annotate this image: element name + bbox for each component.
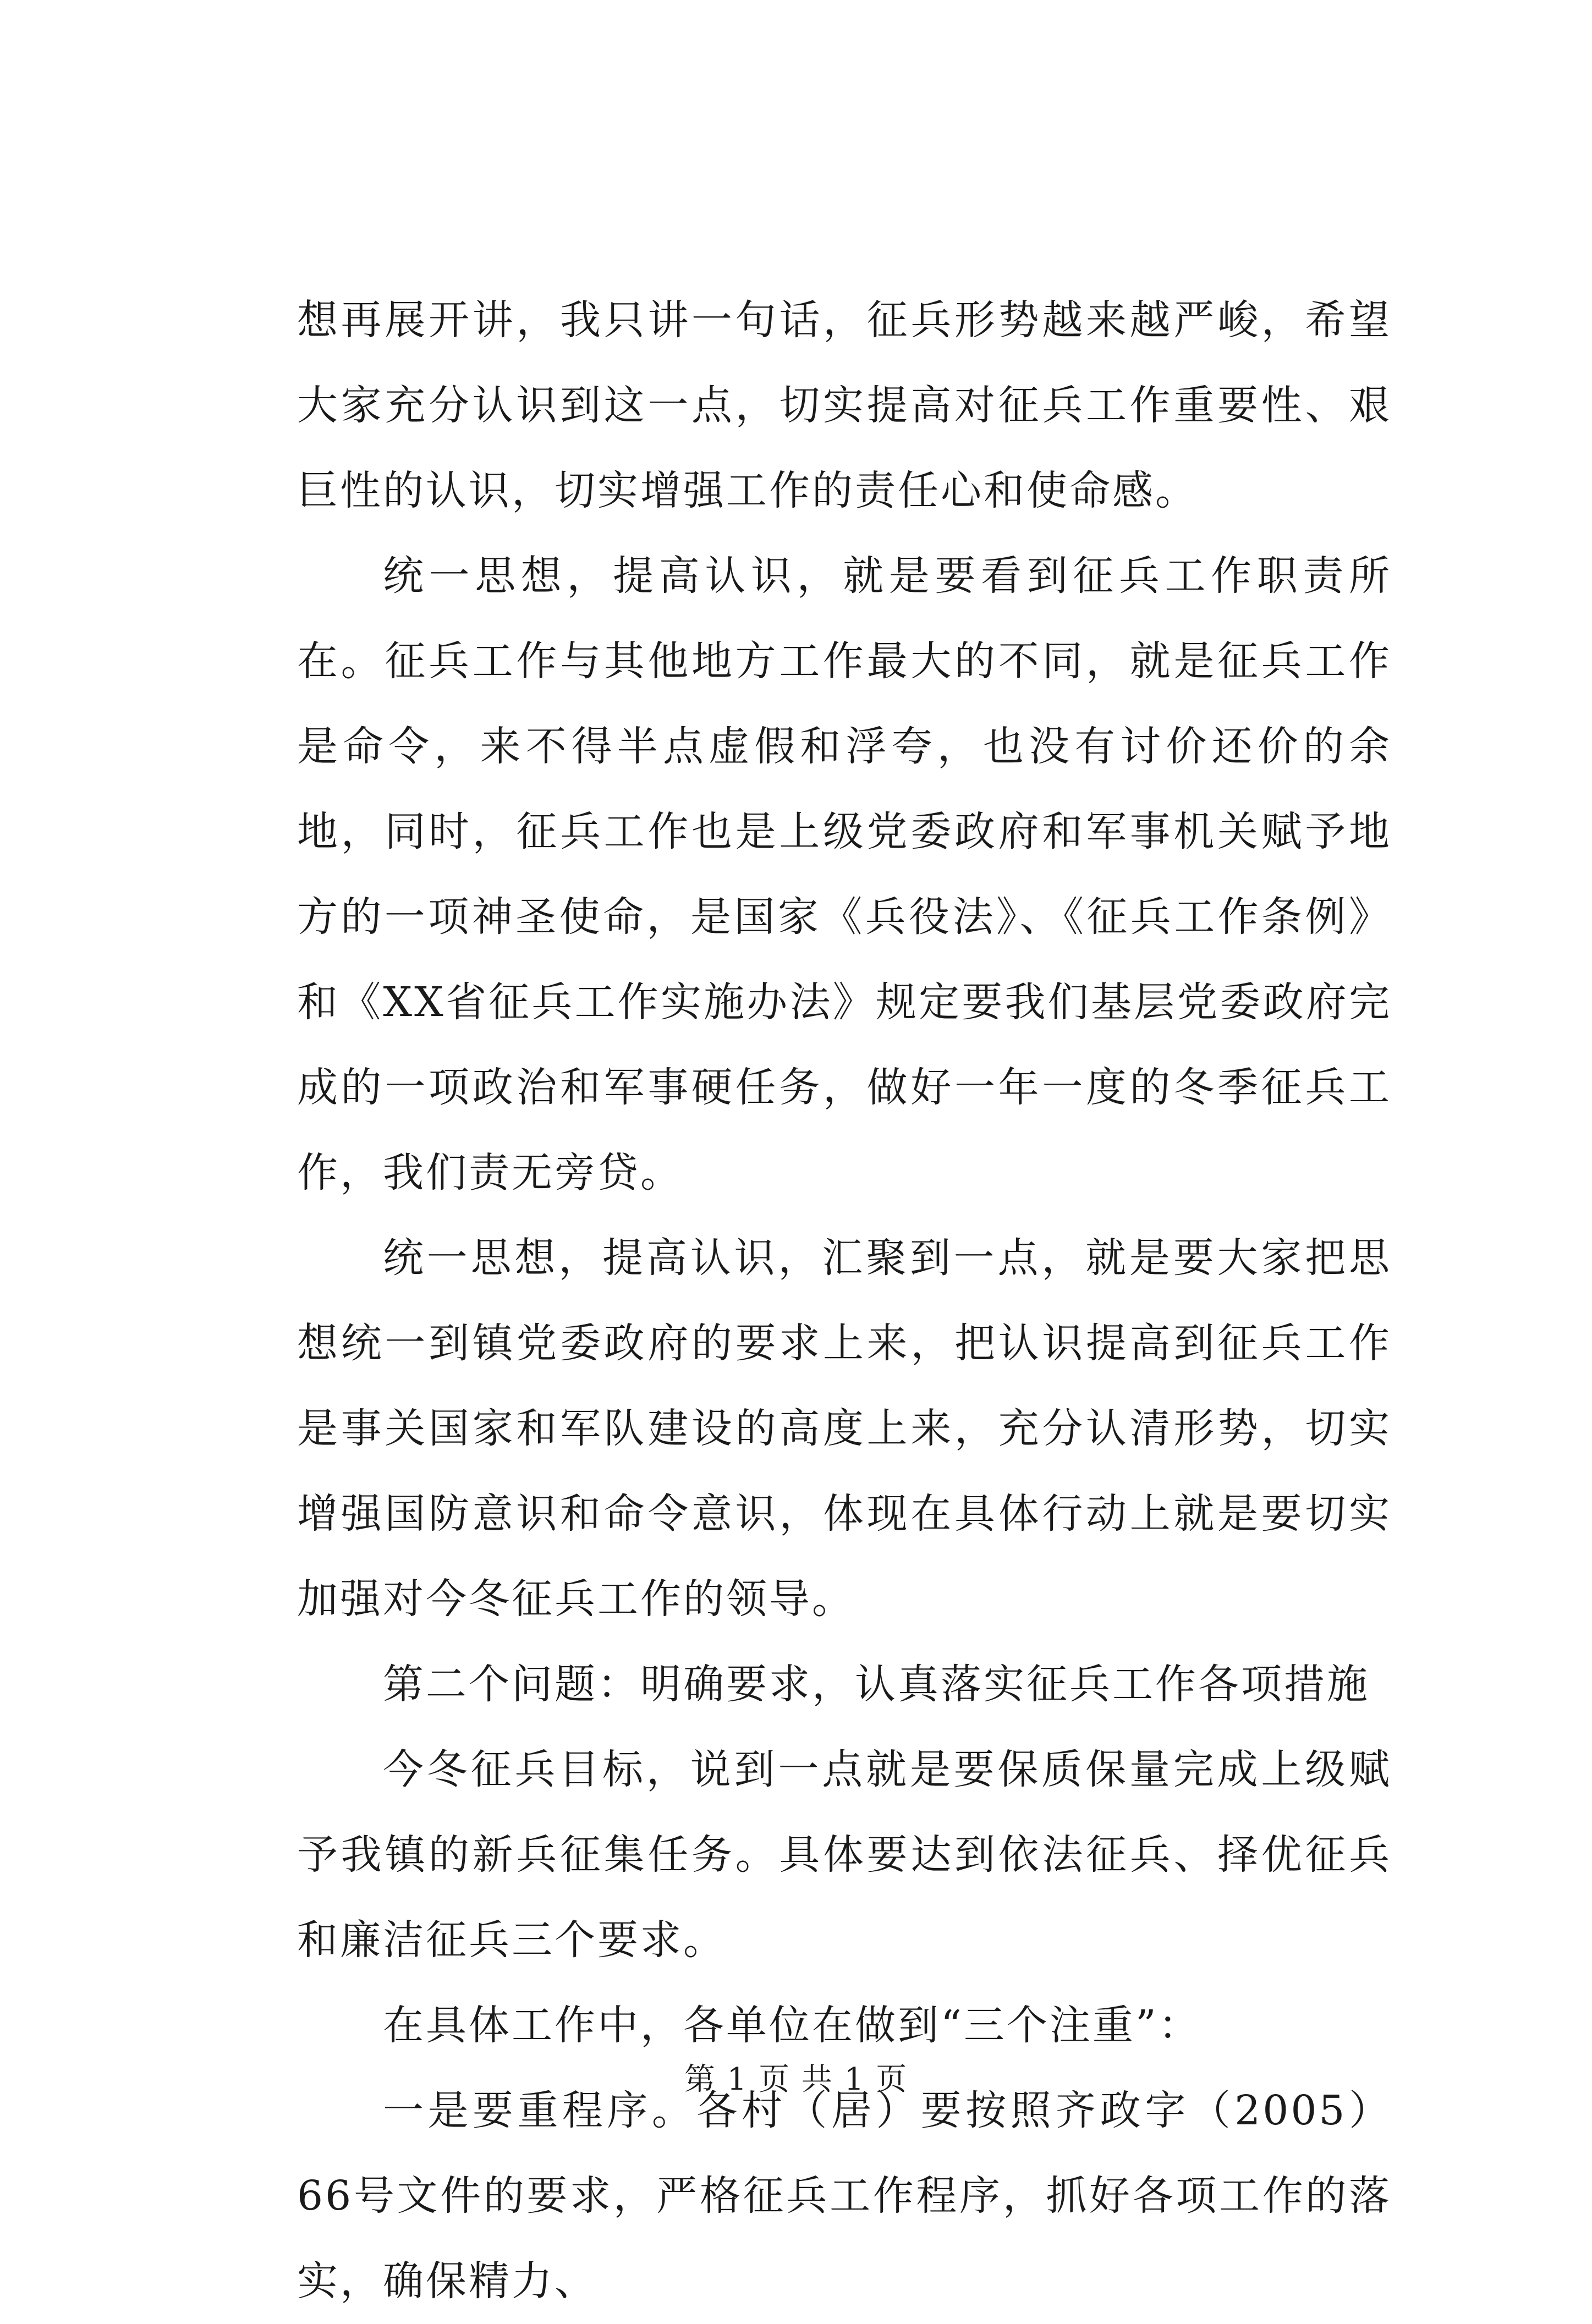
paragraph-3: 统一思想，提高认识，汇聚到一点，就是要大家把思想统一到镇党委政府的要求上来，把认识提高到征兵工作是事关国家和军队建设的高度上来，充分认清形势，切实增强国防意识和命令意识，体现在具体行动上就是要切实加强对今冬征兵工作的领导。: [297, 1234, 1392, 1623]
paragraph-6: 一是要重程序。各村（居）要按照齐政字（2005）66号文件的要求，严格征兵工作程序，抓好各项工作的落实，确保精力、: [297, 2087, 1392, 2305]
paragraph-1: 想再展开讲，我只讲一句话，征兵形势越来越严峻，希望大家充分认识到这一点，切实提高对征兵工作重要性、艰巨性的认识，切实增强工作的责任心和使命感。: [297, 296, 1392, 514]
document-body: [297, 278, 1392, 2324]
page-footer: 第 1 页 共 1 页: [684, 2062, 908, 2097]
section-heading: 第二个问题：明确要求，认真落实征兵工作各项措施: [383, 1661, 1370, 1708]
paragraph-2: 统一思想，提高认识，就是要看到征兵工作职责所在。征兵工作与其他地方工作最大的不同，就是征兵工作是命令，来不得半点虚假和浮夸，也没有讨价还价的余地，同时，征兵工作也是上级党委政府和军事机关赋予地方的一项神圣使命，是国家《兵役法》、《征兵工作条例》和《XX省征兵工作实施办法》规定要我们基层党委政府完成的一项政治和军事硬任务，做好一年一度的冬季征兵工作，我们责无旁贷。: [297, 552, 1392, 1196]
paragraph-4: 今冬征兵目标，说到一点就是要保质保量完成上级赋予我镇的新兵征集任务。具体要达到依法征兵、择优征兵和廉洁征兵三个要求。: [297, 1746, 1392, 1964]
paragraph-5: 在具体工作中，各单位在做到“三个注重”：: [383, 2002, 1201, 2049]
